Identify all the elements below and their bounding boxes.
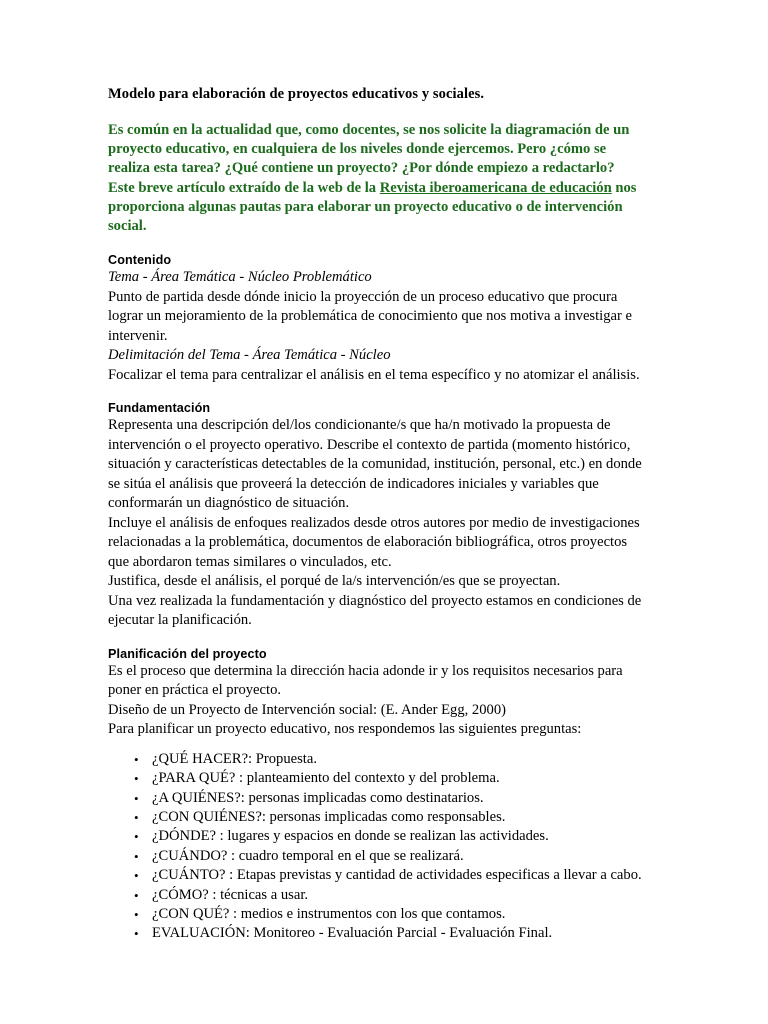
list-item: [108, 827, 648, 846]
paragraph-diseno-proyecto: Diseño de un Proyecto de Intervención social: (E. Ander Egg, 2000): [108, 701, 506, 718]
paragraph-una-vez-realizada: Una vez realizada la fundamentación y diagnóstico del proyecto estamos en condiciones de ejecutar la planificación.: [108, 592, 642, 629]
list-item-label: ¿DÓNDE? : lugares y espacios en donde se realizan las actividades.: [152, 828, 549, 845]
intro-paragraph-1: Es común en la actualidad que, como docentes, se nos solicite la diagramación de un proyecto educativo, en cualquiera de los niveles donde ejercemos. Pero ¿cómo se realiza esta tarea? ¿Qué contiene un proyecto? ¿Por dónde empiezo a redactarlo?: [108, 122, 630, 177]
bullet-icon: •: [134, 809, 139, 825]
bullet-icon: •: [134, 790, 139, 806]
list-item: [108, 866, 648, 885]
list-item: [108, 886, 648, 905]
paragraph-focalizar: Focalizar el tema para centralizar el análisis en el tema específico y no atomizar el análisis.: [108, 366, 640, 383]
paragraph-incluye: Incluye el análisis de enfoques realizados desde otros autores por medio de investigaciones relacionadas a la problemática, documentos de elaboración bibliográfica, otros proyectos que abordaron temas similares o vinculados, etc.: [108, 514, 640, 570]
list-item: [108, 808, 648, 827]
list-item-label: ¿CON QUIÉNES?: personas implicadas como responsables.: [152, 808, 506, 825]
section-fundamentacion: [108, 400, 648, 631]
bullet-icon: •: [134, 906, 139, 922]
spacer-before-planificacion: [108, 631, 648, 646]
list-item: [108, 789, 648, 808]
section-heading-fundamentacion: Fundamentación: [108, 401, 211, 416]
list-item: [108, 924, 648, 943]
section-heading-planificacion: Planificación del proyecto: [108, 646, 267, 661]
bullet-icon: •: [134, 771, 139, 787]
list-item-label: ¿QUÉ HACER?: Propuesta.: [152, 750, 317, 767]
list-item: [108, 769, 648, 788]
section-heading-contenido: Contenido: [108, 253, 172, 268]
section-planificacion: [108, 646, 648, 944]
list-item-label: ¿CUÁNDO? : cuadro temporal en el que se realizará.: [152, 847, 464, 864]
list-item-label: EVALUACIÓN: Monitoreo - Evaluación Parcial - Evaluación Final.: [152, 925, 553, 942]
bullet-icon: •: [134, 868, 139, 884]
spacer-after-intro: [108, 236, 648, 252]
list-item-label: ¿CÓMO? : técnicas a usar.: [152, 886, 309, 903]
bullet-icon: •: [134, 829, 139, 845]
list-item: [108, 750, 648, 769]
paragraph-es-el-proceso: Es el proceso que determina la dirección hacia adonde ir y los requisitos necesarios para poner en práctica el proyecto.: [108, 662, 623, 699]
subheading-tema: Tema - Área Temática - Núcleo Problemático: [108, 269, 372, 286]
intro-block: [108, 121, 648, 236]
list-item-label: ¿A QUIÉNES?: personas implicadas como destinatarios.: [152, 789, 484, 806]
paragraph-representa: Representa una descripción del/los condicionante/s que ha/n motivado la propuesta de intervención o el proyecto operativo. Describe el contexto de partida (momento histórico, situación y características detectables de la comunidad, institución, personal, etc.) en donde se sitúa el análisis que proveerá la detección de indicadores iniciales y variables que conformarán un diagnóstico de situación.: [108, 417, 642, 512]
list-item-label: ¿CUÁNTO? : Etapas previstas y cantidad de actividades especificas a llevar a cabo.: [152, 867, 642, 884]
bullet-icon: •: [134, 751, 139, 767]
bullet-icon: •: [134, 848, 139, 864]
page-title: Modelo para elaboración de proyectos educativos y sociales.: [108, 86, 485, 102]
bullet-icon: •: [134, 926, 139, 942]
paragraph-justifica: Justifica, desde el análisis, el porqué de la/s intervención/es que se proyectan.: [108, 573, 561, 590]
bullet-icon: •: [134, 887, 139, 903]
question-list: [108, 750, 648, 944]
section-contenido: [108, 252, 648, 385]
revista-link[interactable]: Revista iberoamericana de educación: [379, 179, 612, 196]
paragraph-punto-de-partida: Punto de partida desde dónde inicio la proyección de un proceso educativo que procura lograr un mejoramiento de la problemática de conocimiento que nos motiva a investigar e intervenir.: [108, 288, 632, 344]
spacer-before-fundamentacion: [108, 385, 648, 400]
subheading-delimitacion: Delimitación del Tema - Área Temática - Núcleo: [108, 347, 391, 364]
intro-paragraph-2: [108, 179, 648, 237]
intro-paragraph-2-prefix: Este breve artículo extraído de la web de la: [108, 179, 380, 196]
list-item-label: ¿CON QUÉ? : medios e instrumentos con los que contamos.: [152, 905, 506, 922]
paragraph-para-planificar: Para planificar un proyecto educativo, nos respondemos las siguientes preguntas:: [108, 721, 582, 738]
list-item: [108, 905, 648, 924]
intro-paragraph-2-suffix: nos proporciona algunas pautas para elaborar un proyecto educativo o de intervención social.: [108, 179, 637, 235]
list-item-label: ¿PARA QUÉ? : planteamiento del contexto y del problema.: [152, 770, 500, 787]
list-item: [108, 847, 648, 866]
